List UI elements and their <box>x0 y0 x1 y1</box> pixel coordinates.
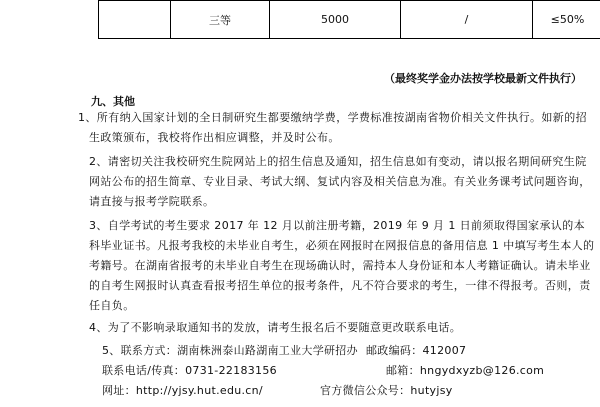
table-cell: / <box>401 1 533 39</box>
table-row <box>99 1 600 39</box>
paragraph-4 <box>89 318 595 338</box>
table-cell <box>99 1 171 39</box>
contact-phone: 联系电话/传真：0731-22183156 <box>102 364 277 377</box>
section-title: 九、其他 <box>91 95 135 108</box>
paragraph-4-text: 4、为了不影响录取通知书的发放，请考生报名后不要随意更改联系电话。 <box>89 321 462 334</box>
table-cell: 三等 <box>171 1 270 39</box>
paragraph-2 <box>89 152 595 212</box>
contact-website[interactable]: 网址：http://yjsy.hut.edu.cn/ <box>102 384 263 397</box>
contact-wechat: 官方微信公众号：hutyjsy <box>320 384 453 397</box>
table-cell: 5000 <box>270 1 401 39</box>
paragraph-3 <box>89 216 595 316</box>
scholarship-note: （最终奖学金办法按学校最新文件执行） <box>384 72 582 85</box>
contact-address: 5、联系方式：湖南株洲泰山路湖南工业大学研招办 <box>102 344 358 357</box>
contact-email[interactable]: 邮箱：hngydxyzb@126.com <box>386 364 545 377</box>
paragraph-1 <box>78 108 595 148</box>
paragraph-3-text: 3、自学考试的考生要求 2017 年 12 月以前注册考籍，2019 年 9 月 1 日前须取得国家承认的本科毕业证书。凡报考我校的未毕业自考生，必须在网报时在网报信息的备用信息 1 中填写考生本人的考籍号。在湖南省报考的未毕业自考生在现场确认时，需持本人身份证和本人考籍证确认。请未毕业的自考生网报时认真查看报考招生单位的报考条件，凡不符合要求的考生，一律不得报考。否则，责任自负。 <box>89 219 595 312</box>
paragraph-1-text: 1、所有纳入国家计划的全日制研究生都要缴纳学费，学费标准按湖南省物价相关文件执行。如新的招生政策颁布，我校将作出相应调整，并及时公布。 <box>78 111 587 144</box>
contact-postcode: 邮政编码：412007 <box>366 344 467 357</box>
award-table <box>98 0 600 39</box>
paragraph-2-text: 2、请密切关注我校研究生院网站上的招生信息及通知，招生信息如有变动，请以报名期间研究生院网站公布的招生简章、专业目录、考试大纲、复试内容及相关信息为准。有关业务课考试问题咨询，请直接与报考学院联系。 <box>89 155 591 208</box>
table-cell: ≤50% <box>533 1 600 39</box>
